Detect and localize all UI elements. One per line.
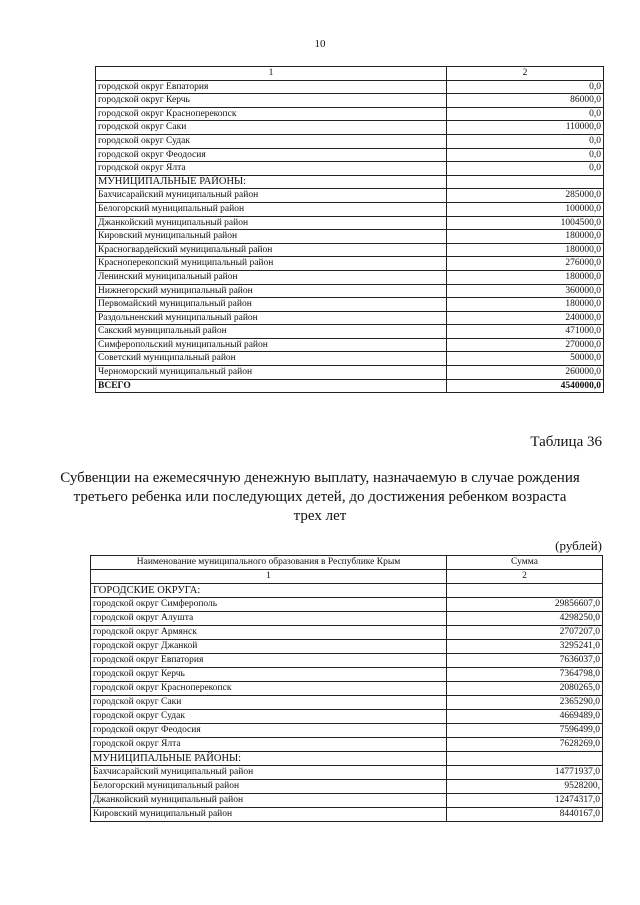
row-name: Белогорский муниципальный район xyxy=(91,780,447,794)
subsidy-table-continued xyxy=(95,66,604,393)
row-name: Раздольненский муниципальный район xyxy=(96,311,447,325)
row-name: Красногвардейский муниципальный район xyxy=(96,243,447,257)
row-name: Красноперекопский муниципальный район xyxy=(96,257,447,271)
row-name: городской округ Ялта xyxy=(96,162,447,176)
row-value: 4540000,0 xyxy=(447,379,604,393)
table-row xyxy=(91,696,603,710)
row-name: Симферопольский муниципальный район xyxy=(96,338,447,352)
row-name: МУНИЦИПАЛЬНЫЕ РАЙОНЫ: xyxy=(91,752,447,766)
row-name: городской округ Симферополь xyxy=(91,598,447,612)
row-name: городской округ Феодосия xyxy=(96,148,447,162)
row-name: Ленинский муниципальный район xyxy=(96,270,447,284)
row-name: Кировский муниципальный район xyxy=(91,808,447,822)
row-value: 2080265,0 xyxy=(447,682,603,696)
column-header-sum: Сумма xyxy=(447,556,603,570)
table-row xyxy=(91,766,603,780)
row-value: 0,0 xyxy=(447,107,604,121)
table-row xyxy=(96,121,604,135)
table-header-row xyxy=(91,556,603,570)
table-row xyxy=(96,189,604,203)
row-name: городской округ Евпатория xyxy=(91,654,447,668)
row-name: городской округ Красноперекопск xyxy=(91,682,447,696)
table-row xyxy=(91,724,603,738)
row-value: 8440167,0 xyxy=(447,808,603,822)
table-row xyxy=(91,808,603,822)
row-value: 4669489,0 xyxy=(447,710,603,724)
table-row xyxy=(96,311,604,325)
row-name: ГОРОДСКИЕ ОКРУГА: xyxy=(91,584,447,598)
table-row xyxy=(96,284,604,298)
table-row xyxy=(96,202,604,216)
table-row xyxy=(96,216,604,230)
row-value: 1004500,0 xyxy=(447,216,604,230)
table-header-row xyxy=(96,67,604,81)
table-row xyxy=(96,379,604,393)
table-row xyxy=(91,682,603,696)
table-row xyxy=(91,584,603,598)
table-title: Субвенции на ежемесячную денежную выплату, назначаемую в случае рождения третьего ребенка или последующих детей, до достижения ребенком возраста трех лет xyxy=(60,470,580,524)
table-row xyxy=(96,175,604,189)
table-row xyxy=(91,654,603,668)
table-row xyxy=(91,640,603,654)
table-row xyxy=(91,626,603,640)
table-row xyxy=(91,668,603,682)
row-value xyxy=(447,175,604,189)
table-label: Таблица 36 xyxy=(530,434,602,450)
column-number-1: 1 xyxy=(91,570,447,584)
table-row xyxy=(96,162,604,176)
page-number: 10 xyxy=(314,38,326,50)
table-row xyxy=(96,134,604,148)
row-value: 110000,0 xyxy=(447,121,604,135)
row-value: 0,0 xyxy=(447,162,604,176)
table-row xyxy=(96,366,604,380)
row-value: 7636037,0 xyxy=(447,654,603,668)
table-row xyxy=(91,612,603,626)
subsidy-table-36 xyxy=(90,555,603,822)
row-value xyxy=(447,584,603,598)
row-name: городской округ Евпатория xyxy=(96,80,447,94)
row-value: 9528200, xyxy=(447,780,603,794)
row-name: Нижнегорский муниципальный район xyxy=(96,284,447,298)
row-name: ВСЕГО xyxy=(96,379,447,393)
row-name: Бахчисарайский муниципальный район xyxy=(91,766,447,780)
row-name: Кировский муниципальный район xyxy=(96,230,447,244)
table-row xyxy=(96,107,604,121)
row-name: Черноморский муниципальный район xyxy=(96,366,447,380)
table-row xyxy=(96,338,604,352)
unit-label: (рублей) xyxy=(555,538,602,553)
row-name: городской округ Красноперекопск xyxy=(96,107,447,121)
row-name: Джанкойский муниципальный район xyxy=(91,794,447,808)
row-value: 180000,0 xyxy=(447,270,604,284)
table-row xyxy=(96,325,604,339)
row-value: 260000,0 xyxy=(447,366,604,380)
row-name: Советский муниципальный район xyxy=(96,352,447,366)
row-name: городской округ Судак xyxy=(91,710,447,724)
row-name: Сакский муниципальный район xyxy=(96,325,447,339)
row-name: городской округ Керчь xyxy=(96,94,447,108)
row-value: 86000,0 xyxy=(447,94,604,108)
row-value: 12474317,0 xyxy=(447,794,603,808)
row-value: 3295241,0 xyxy=(447,640,603,654)
row-value: 180000,0 xyxy=(447,243,604,257)
table-row xyxy=(91,780,603,794)
row-name: городской округ Керчь xyxy=(91,668,447,682)
table-row xyxy=(96,230,604,244)
table-row xyxy=(91,794,603,808)
row-name: городской округ Судак xyxy=(96,134,447,148)
row-value: 0,0 xyxy=(447,80,604,94)
row-name: Бахчисарайский муниципальный район xyxy=(96,189,447,203)
row-value: 2365290,0 xyxy=(447,696,603,710)
row-value: 100000,0 xyxy=(447,202,604,216)
row-value: 270000,0 xyxy=(447,338,604,352)
table-row xyxy=(96,270,604,284)
row-value: 14771937,0 xyxy=(447,766,603,780)
row-value: 7596499,0 xyxy=(447,724,603,738)
row-name: городской округ Феодосия xyxy=(91,724,447,738)
table-row xyxy=(91,598,603,612)
row-value: 471000,0 xyxy=(447,325,604,339)
row-name: Первомайский муниципальный район xyxy=(96,298,447,312)
row-name: городской округ Джанкой xyxy=(91,640,447,654)
column-number-2: 2 xyxy=(447,570,603,584)
row-value: 50000,0 xyxy=(447,352,604,366)
row-value: 7364798,0 xyxy=(447,668,603,682)
column-number-1: 1 xyxy=(96,67,447,81)
column-header-name: Наименование муниципального образования в Республике Крым xyxy=(91,556,447,570)
row-value: 29856607,0 xyxy=(447,598,603,612)
row-name: МУНИЦИПАЛЬНЫЕ РАЙОНЫ: xyxy=(96,175,447,189)
table-row xyxy=(96,257,604,271)
row-value: 240000,0 xyxy=(447,311,604,325)
table-row xyxy=(91,710,603,724)
row-name: городской округ Саки xyxy=(91,696,447,710)
table-row xyxy=(96,94,604,108)
row-name: Джанкойский муниципальный район xyxy=(96,216,447,230)
row-value xyxy=(447,752,603,766)
table-row xyxy=(96,148,604,162)
row-name: Белогорский муниципальный район xyxy=(96,202,447,216)
row-value: 0,0 xyxy=(447,148,604,162)
table-row xyxy=(91,738,603,752)
table-row xyxy=(96,352,604,366)
row-value: 0,0 xyxy=(447,134,604,148)
column-number-2: 2 xyxy=(447,67,604,81)
row-value: 180000,0 xyxy=(447,298,604,312)
row-name: городской округ Саки xyxy=(96,121,447,135)
table-row xyxy=(96,243,604,257)
row-value: 285000,0 xyxy=(447,189,604,203)
row-value: 7628269,0 xyxy=(447,738,603,752)
table-row xyxy=(91,752,603,766)
row-value: 2707207,0 xyxy=(447,626,603,640)
row-value: 276000,0 xyxy=(447,257,604,271)
row-name: городской округ Ялта xyxy=(91,738,447,752)
table-row xyxy=(96,80,604,94)
row-value: 360000,0 xyxy=(447,284,604,298)
row-value: 180000,0 xyxy=(447,230,604,244)
table-number-row xyxy=(91,570,603,584)
table-row xyxy=(96,298,604,312)
row-value: 4298250,0 xyxy=(447,612,603,626)
row-name: городской округ Армянск xyxy=(91,626,447,640)
row-name: городской округ Алушта xyxy=(91,612,447,626)
